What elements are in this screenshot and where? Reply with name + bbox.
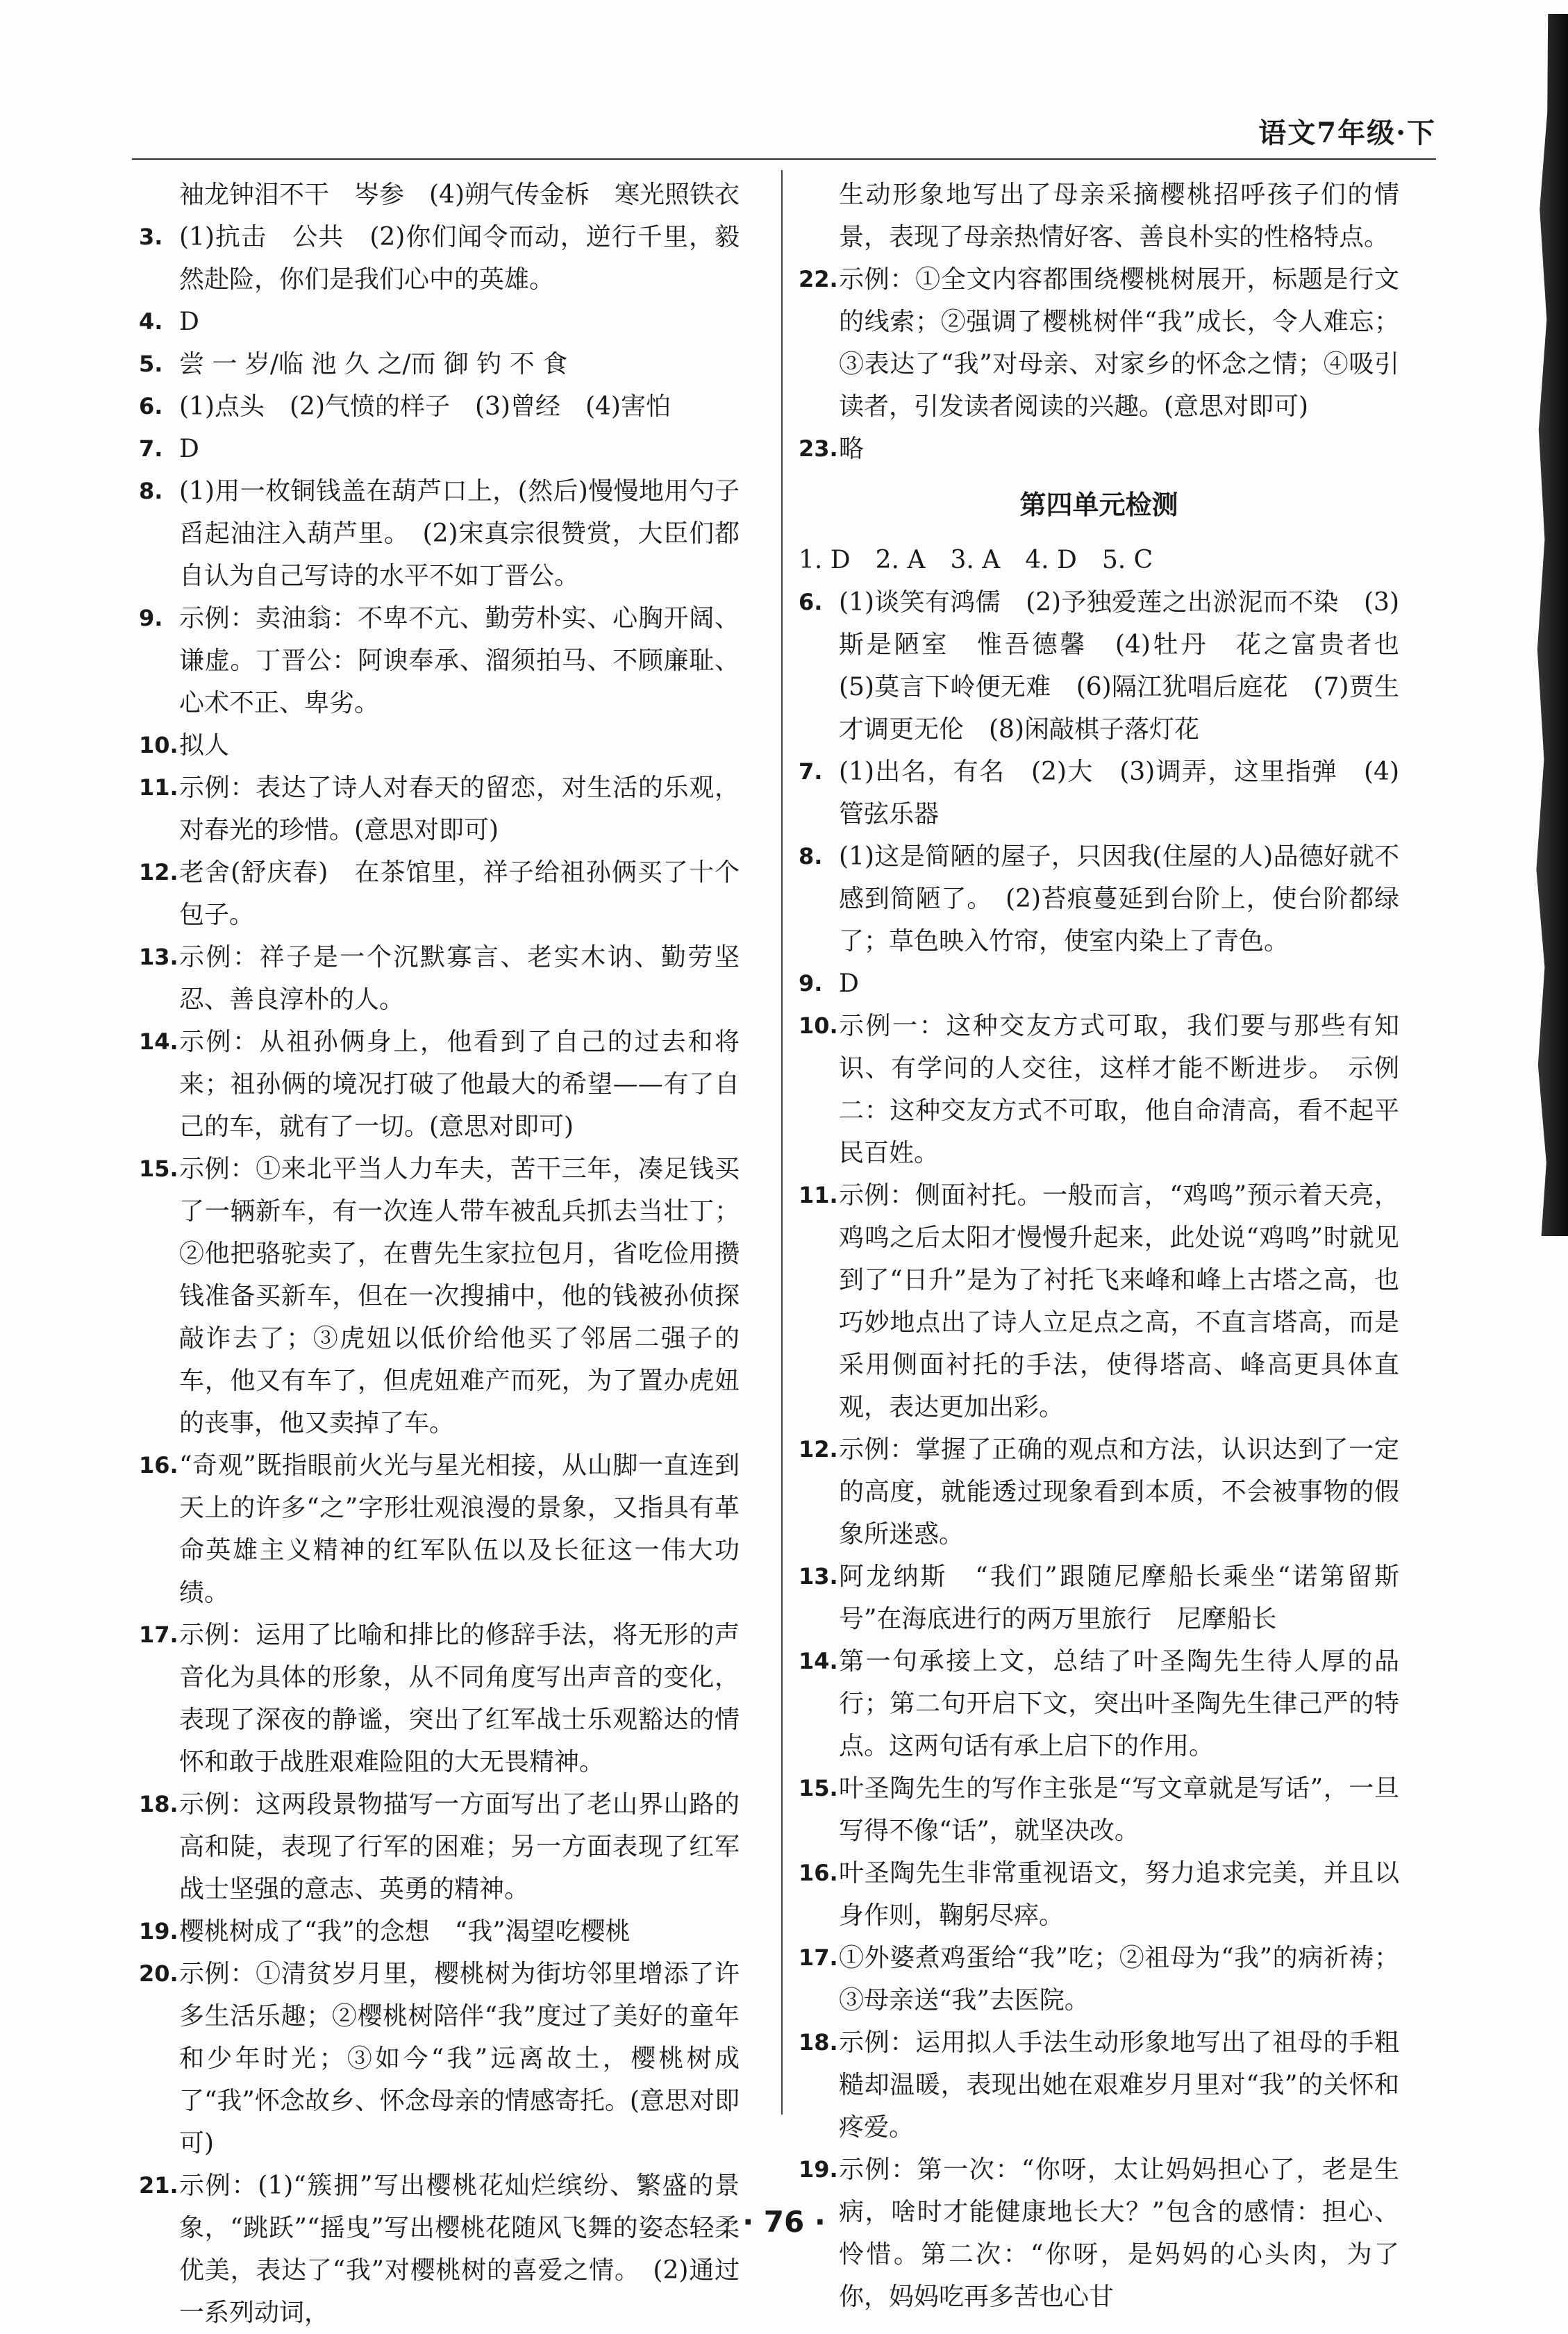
column-divider (781, 170, 783, 2115)
answer-text: (1)出名，有名 (2)大 (3)调弄，这里指弹 (4)管弦乐器 (839, 758, 1399, 828)
answer-item (799, 1005, 1399, 1174)
answer-number: 11. (799, 1182, 838, 1208)
answer-text: D (179, 435, 199, 463)
answer-number: 6. (799, 589, 823, 615)
left-column (139, 174, 740, 2334)
answer-item (139, 216, 740, 301)
answer-number: 8. (139, 478, 163, 504)
answer-number: 8. (799, 843, 823, 869)
answer-text: 示例：从祖孙俩身上，他看到了自己的过去和将来；祖孙俩的境况打破了他最大的希望——有了自己的车，就有了一切。(意思对即可) (179, 1028, 740, 1141)
answer-item (139, 428, 740, 470)
answer-number: 13. (799, 1563, 838, 1590)
answer-number: 15. (139, 1156, 178, 1182)
answer-text: 示例：第一次：“你呀，太让妈妈担心了，老是生病，啥时才能健康地长大？”包含的感情：担心、怜惜。第二次：“你呀，是妈妈的心头肉，为了你，妈妈吃再多苦也心甘 (839, 2156, 1399, 2311)
answer-item (799, 1174, 1399, 1428)
answer-item (139, 597, 740, 724)
answer-item (139, 343, 740, 385)
answer-item (799, 1937, 1399, 2022)
answer-text: (1)用一枚铜钱盖在葫芦口上，(然后)慢慢地用勺子舀起油注入葫芦里。 (2)宋真宗很赞赏，大臣们都自认为自己写诗的水平不如丁晋公。 (179, 477, 740, 590)
answer-number: 16. (799, 1860, 838, 1886)
answer-item (799, 751, 1399, 835)
answer-item (139, 767, 740, 851)
answer-text: 拟人 (179, 731, 230, 760)
answer-item (139, 851, 740, 936)
answer-number: 23. (799, 435, 838, 462)
right-column (799, 174, 1425, 2318)
answer-item (139, 1444, 740, 1614)
answer-item (799, 1767, 1399, 1852)
answer-item (799, 2022, 1399, 2149)
answer-number: 3. (139, 224, 163, 250)
answer-item (139, 724, 740, 767)
answer-number: 7. (139, 435, 163, 462)
answer-text: 示例：侧面衬托。一般而言，“鸡鸣”预示着天亮，鸡鸣之后太阳才慢慢升起来，此处说“鸡鸣”时就见到了“日升”是为了衬托飞来峰和峰上古塔之高，也巧妙地点出了诗人立足点之高，不直言塔高，而是采用侧面衬托的手法，使得塔高、峰高更具体直观，表达更加出彩。 (839, 1181, 1399, 1422)
answer-number: 15. (799, 1775, 838, 1801)
answer-number: 17. (139, 1622, 178, 1648)
answer-item (799, 1640, 1399, 1767)
answer-item (799, 428, 1399, 470)
answer-text: 1. D 2. A 3. A 4. D 5. C (799, 546, 1153, 574)
answer-number: 12. (799, 1436, 838, 1462)
answer-text: “奇观”既指眼前火光与星光相接，从山脚一直连到天上的许多“之”字形壮观浪漫的景象，又指具有革命英雄主义精神的红军队伍以及长征这一伟大功绩。 (179, 1451, 740, 1607)
answer-text: 阿龙纳斯 “我们”跟随尼摩船长乘坐“诺第留斯号”在海底进行的两万里旅行 尼摩船长 (839, 1562, 1399, 1633)
answer-text: (1)抗击 公共 (2)你们闻令而动，逆行千里，毅然赴险，你们是我们心中的英雄。 (179, 223, 740, 294)
answer-text: 老舍(舒庆春) 在茶馆里，祥子给祖孙俩买了十个包子。 (179, 858, 740, 929)
answer-number: 11. (139, 774, 178, 801)
answer-item (799, 539, 1399, 581)
answer-item (139, 1614, 740, 1783)
answer-text: 樱桃树成了“我”的念想 “我”渴望吃樱桃 (179, 1917, 631, 1946)
page-number: · 76 · (742, 2205, 826, 2239)
answer-text: (1)谈笑有鸿儒 (2)予独爱莲之出淤泥而不染 (3)斯是陋室 惟吾德馨 (4)牡丹 花之富贵者也 (5)莫言下岭便无难 (6)隔江犹唱后庭花 (7)贾生才调更无伦 (8)闲敲棋子落灯花 (839, 588, 1425, 744)
answer-item (799, 581, 1425, 751)
answer-number: 5. (139, 351, 163, 377)
answer-text: 示例：运用拟人手法生动形象地写出了祖母的手粗糙却温暖，表现出她在艰难岁月里对“我”的关怀和疼爱。 (839, 2028, 1399, 2142)
answer-number: 12. (139, 859, 178, 885)
answer-number: 19. (139, 1918, 178, 1944)
answer-number: 14. (799, 1648, 838, 1674)
answer-text: 第一句承接上文，总结了叶圣陶先生待人厚的品行；第二句开启下文，突出叶圣陶先生律己严的特点。这两句话有承上启下的作用。 (839, 1647, 1399, 1760)
page-edge-shadow (1535, 14, 1568, 1236)
answer-number: 21. (139, 2172, 178, 2199)
answer-item (139, 1953, 740, 2165)
answer-text: 示例：①来北平当人力车夫，苦干三年，凑足钱买了一辆新车，有一次连人带车被乱兵抓去当壮丁；②他把骆驼卖了，在曹先生家拉包月，省吃俭用攒钱准备买新车，但在一次搜捕中，他的钱被孙侦探敲诈去了；③虎妞以低价给他买了邻居二强子的车，他又有车了，但虎妞难产而死，为了置办虎妞的丧事，他又卖掉了车。 (179, 1155, 740, 1437)
answer-item (139, 385, 740, 428)
answer-text: (1)点头 (2)气愤的样子 (3)曾经 (4)害怕 (179, 392, 671, 421)
answer-item (139, 1910, 740, 1953)
answer-text: D (839, 969, 859, 998)
answer-item (139, 301, 740, 343)
answer-text: ①外婆煮鸡蛋给“我”吃；②祖母为“我”的病祈祷；③母亲送“我”去医院。 (839, 1944, 1399, 2015)
answer-item (799, 258, 1399, 428)
answer-text: 叶圣陶先生的写作主张是“写文章就是写话”，一旦写得不像“话”，就坚决改。 (839, 1774, 1399, 1845)
answer-text: 示例：①清贫岁月里，樱桃树为街坊邻里增添了许多生活乐趣；②樱桃树陪伴“我”度过了美好的童年和少年时光；③如今“我”远离故土，樱桃树成了“我”怀念故乡、怀念母亲的情感寄托。(意思对即可) (179, 1960, 740, 2158)
answer-item (799, 835, 1399, 962)
page-header-title: 语文7年级·下 (1258, 117, 1436, 149)
answer-text: 示例：卖油翁：不卑不亢、勤劳朴实、心胸开阔、谦虚。丁晋公：阿谀奉承、溜须拍马、不顾廉耻、心术不正、卑劣。 (179, 604, 740, 717)
answer-item (799, 962, 1399, 1005)
answer-number: 18. (799, 2029, 838, 2056)
answer-number: 10. (139, 732, 178, 758)
answer-text: 示例：掌握了正确的观点和方法，认识达到了一定的高度，就能透过现象看到本质，不会被事物的假象所迷惑。 (839, 1435, 1399, 1549)
answer-text: (1)这是简陋的屋子，只因我(住屋的人)品德好就不感到简陋了。 (2)苔痕蔓延到台阶上，使台阶都绿了；草色映入竹帘，使室内染上了青色。 (839, 842, 1399, 956)
answer-item (139, 2165, 740, 2334)
answer-item (139, 1021, 740, 1148)
section-title: 第四单元检测 (1019, 490, 1178, 520)
continued-text: 生动形象地写出了母亲采摘樱桃招呼孩子们的情景，表现了母亲热情好客、善良朴实的性格特点。 (839, 181, 1399, 251)
answer-item (139, 470, 740, 597)
answer-text: 尝 一 岁/临 池 久 之/而 御 钓 不 食 (179, 350, 568, 378)
answer-number: 13. (139, 944, 178, 970)
answer-item (799, 1852, 1399, 1937)
answer-text: 示例：表达了诗人对春天的留恋，对生活的乐观，对春光的珍惜。(意思对即可) (179, 774, 740, 844)
answer-text: 略 (839, 435, 865, 463)
answer-text: 示例：这两段景物描写一方面写出了老山界山路的高和陡，表现了行军的困难；另一方面表现了红军战士坚强的意志、英勇的精神。 (179, 1790, 740, 1903)
answer-number: 16. (139, 1452, 178, 1478)
answer-text: 示例：运用了比喻和排比的修辞手法，将无形的声音化为具体的形象，从不同角度写出声音的变化，表现了深夜的静谧，突出了红军战士乐观豁达的情怀和敢于战胜艰难险阻的大无畏精神。 (179, 1621, 740, 1776)
answer-text: 示例一：这种交友方式可取，我们要与那些有知识、有学问的人交往，这样才能不断进步。 示例二：这种交友方式不可取，他自命清高，看不起平民百姓。 (839, 1012, 1399, 1167)
answer-number: 18. (139, 1791, 178, 1817)
continued-text: 袖龙钟泪不干 岑参 (4)朔气传金柝 寒光照铁衣 (179, 181, 740, 209)
answer-text: 示例：①全文内容都围绕樱桃树展开，标题是行文的线索；②强调了樱桃树伴“我”成长，令人难忘；③表达了“我”对母亲、对家乡的怀念之情；④吸引读者，引发读者阅读的兴趣。(意思对即可) (839, 265, 1399, 421)
answer-number: 4. (139, 308, 163, 335)
answer-item (139, 1148, 740, 1444)
answer-number: 6. (139, 393, 163, 419)
answer-number: 22. (799, 266, 838, 292)
answer-number: 19. (799, 2156, 838, 2183)
answer-number: 20. (139, 1960, 178, 1987)
answer-number: 10. (799, 1012, 838, 1039)
answer-number: 9. (799, 970, 823, 997)
answer-number: 9. (139, 605, 163, 631)
answer-text: D (179, 308, 199, 336)
answer-text: 叶圣陶先生非常重视语文，努力追求完美，并且以身作则，鞠躬尽瘁。 (839, 1859, 1399, 1930)
header-rule (132, 158, 1436, 160)
answer-text: 示例：(1)“簇拥”写出樱桃花灿烂缤纷、繁盛的景象，“跳跃”“摇曳”写出樱桃花随风飞舞的姿态轻柔优美，表达了“我”对樱桃树的喜爱之情。 (2)通过一系列动词， (179, 2172, 740, 2327)
answer-item (799, 1556, 1399, 1640)
answer-number: 7. (799, 758, 823, 785)
answer-number: 17. (799, 1944, 838, 1971)
answer-item (139, 1783, 740, 1910)
answer-number: 14. (139, 1028, 178, 1055)
answer-text: 示例：祥子是一个沉默寡言、老实木讷、勤劳坚忍、善良淳朴的人。 (179, 943, 740, 1014)
answer-item (799, 1428, 1399, 1556)
answer-item (139, 936, 740, 1021)
